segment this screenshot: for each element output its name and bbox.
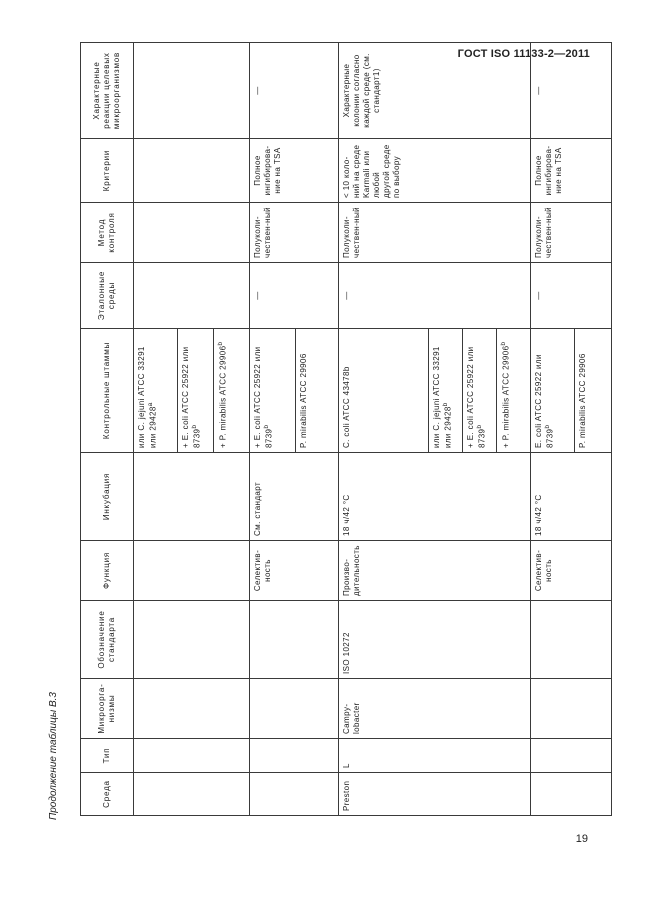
table-row bbox=[339, 43, 429, 816]
cell-type bbox=[134, 739, 250, 773]
cell-reference-media bbox=[134, 263, 250, 329]
col-header-control-strains: Контрольные штаммы bbox=[81, 329, 134, 453]
cell-organism bbox=[134, 679, 250, 739]
col-header-reactions: Характерные реакции целевых микроорганизмов bbox=[81, 43, 134, 139]
cell-reactions: Характерные колонии согласно каждой среде (см. стандарт1) bbox=[339, 43, 531, 139]
cell-medium bbox=[134, 773, 250, 816]
cell-control-strain: + E. coli ATCC 25922 или 8739$^b$ bbox=[463, 329, 497, 453]
cell-criteria: Полное ингибирова-ние на TSA bbox=[531, 139, 612, 203]
col-header-type: Тип bbox=[81, 739, 134, 773]
col-header-function: Функция bbox=[81, 541, 134, 601]
cell-criteria: Полное ингибирова-ние на TSA bbox=[250, 139, 339, 203]
page-number: 19 bbox=[575, 833, 588, 845]
cell-incubation: 18 ч/42 °С bbox=[531, 453, 612, 541]
cell-organism bbox=[531, 679, 612, 739]
cell-function: Селектив-ность bbox=[250, 541, 339, 601]
cell-reference-media: — bbox=[339, 263, 531, 329]
cell-incubation: См. стандарт bbox=[250, 453, 339, 541]
cell-control-strain: + E. coli ATCC 25922 или 8739$^b$ bbox=[178, 329, 214, 453]
cell-type: L bbox=[339, 739, 531, 773]
cell-function: Произво-дительность bbox=[339, 541, 531, 601]
cell-control-strain: + P. mirabilis ATCC 29906$^b$ bbox=[214, 329, 250, 453]
document-header: ГОСТ ISO 11133-2—2011 bbox=[457, 48, 590, 60]
col-header-criteria: Критерии bbox=[81, 139, 134, 203]
cell-method: Полуколи-чествен-ный bbox=[339, 203, 531, 263]
cell-method: Полуколи-чествен-ный bbox=[531, 203, 612, 263]
table-row bbox=[531, 43, 575, 816]
cell-standard bbox=[250, 601, 339, 679]
col-header-incubation: Инкубация bbox=[81, 453, 134, 541]
cell-control-strain: + E. coli ATCC 25922 или 8739$^b$ bbox=[250, 329, 296, 453]
table-caption: Продолжение таблицы В.3 bbox=[48, 692, 59, 820]
cell-control-strain: E. coli ATCC 25922 или 8739$^b$ bbox=[531, 329, 575, 453]
cell-reactions: — bbox=[250, 43, 339, 139]
col-header-medium: Среда bbox=[81, 773, 134, 816]
cell-medium: Preston bbox=[339, 773, 531, 816]
col-header-organisms: Микроорга-низмы bbox=[81, 679, 134, 739]
cell-incubation bbox=[134, 453, 250, 541]
cell-organism: Campy-lobacter bbox=[339, 679, 531, 739]
cell-medium bbox=[531, 773, 612, 816]
cell-type bbox=[250, 739, 339, 773]
col-header-standard: Обозначение стандарта bbox=[81, 601, 134, 679]
cell-method: Полуколи-чествен-ный bbox=[250, 203, 339, 263]
cell-function: Селектив-ность bbox=[531, 541, 612, 601]
cell-incubation: 18 ч/42 °С bbox=[339, 453, 531, 541]
cell-type bbox=[531, 739, 612, 773]
cell-control-strain: C. coli ATCC 43478b bbox=[339, 329, 429, 453]
cell-criteria bbox=[134, 139, 250, 203]
cell-reactions bbox=[134, 43, 250, 139]
cell-medium bbox=[250, 773, 339, 816]
cell-standard: ISO 10272 bbox=[339, 601, 531, 679]
cell-standard bbox=[134, 601, 250, 679]
table-header-row bbox=[81, 43, 134, 816]
cell-organism bbox=[250, 679, 339, 739]
col-header-reference-media: Эталонные среды bbox=[81, 263, 134, 329]
table-row bbox=[250, 43, 296, 816]
cell-standard bbox=[531, 601, 612, 679]
cell-method bbox=[134, 203, 250, 263]
table-row bbox=[134, 43, 178, 816]
data-table bbox=[80, 42, 612, 816]
cell-function bbox=[134, 541, 250, 601]
cell-control-strain: P. mirabilis ATCC 29906 bbox=[296, 329, 339, 453]
cell-criteria: < 10 коло-ний на среде Karmali или любой другой среде по выбору bbox=[339, 139, 531, 203]
cell-control-strain: P. mirabilis ATCC 29906 bbox=[575, 329, 612, 453]
col-header-control-method: Метод контроля bbox=[81, 203, 134, 263]
cell-control-strain: + P. mirabilis ATCC 29906$^b$ bbox=[497, 329, 531, 453]
cell-reference-media: — bbox=[531, 263, 612, 329]
cell-reference-media: — bbox=[250, 263, 339, 329]
cell-control-strain: или C. jejuni ATCC 33291 или 29428$^b$ bbox=[429, 329, 463, 453]
cell-reactions: — bbox=[531, 43, 612, 139]
cell-control-strain: или C. jejuni ATCC 33291 или 29428$^a$ bbox=[134, 329, 178, 453]
